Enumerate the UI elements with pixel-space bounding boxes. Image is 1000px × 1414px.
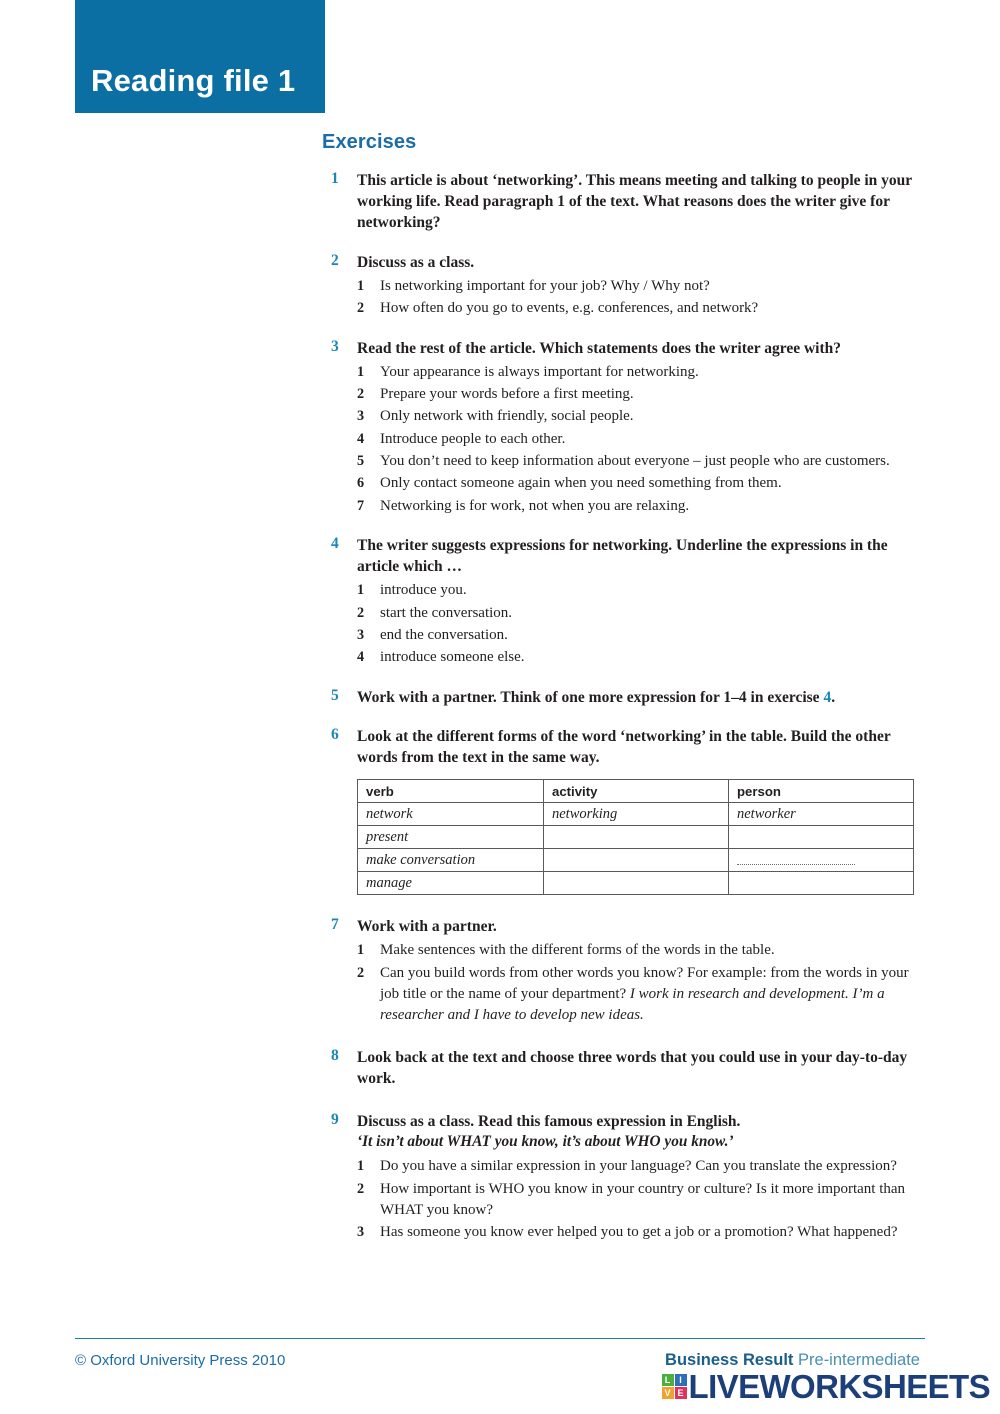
sub-item-number: 2 [357, 964, 365, 981]
exercise-sub-list [357, 580, 927, 668]
list-item [357, 276, 927, 297]
sub-item-text: Do you have a similar expression in your language? Can you translate the expression? [380, 1158, 897, 1175]
sub-item-text: Has someone you know ever helped you to get a job or a promotion? What happened? [380, 1224, 898, 1241]
sub-item-text: Only contact someone again when you need something from them. [380, 475, 782, 492]
exercise-number: 3 [331, 337, 339, 355]
liveworksheets-wordmark: LIVEWORKSHEETS [688, 1368, 990, 1406]
exercise-7 [322, 916, 927, 1026]
list-item [357, 1222, 927, 1243]
table-cell-person-blank[interactable] [729, 826, 914, 849]
table-cell-person-dotted[interactable] [729, 849, 914, 872]
exercise-instruction-part-2: . [831, 688, 836, 706]
footer-branding [570, 1351, 990, 1406]
sub-item-number: 2 [357, 1180, 365, 1197]
sub-item-number: 3 [357, 408, 365, 425]
exercise-sub-list [357, 940, 927, 1026]
exercise-cross-reference: 4 [823, 688, 832, 706]
footer-divider [75, 1338, 925, 1339]
table-cell-activity-blank[interactable] [544, 872, 729, 895]
exercise-number: 8 [331, 1046, 339, 1064]
list-item [357, 1179, 927, 1222]
list-item [357, 647, 927, 668]
sub-item-text: Is networking important for your job? Why / Why not? [380, 277, 710, 294]
exercise-sub-list [357, 362, 927, 517]
list-item [357, 298, 927, 319]
exercise-1 [322, 170, 927, 234]
exercise-number: 9 [331, 1111, 339, 1129]
course-title-line [570, 1352, 990, 1369]
sub-item-number: 5 [357, 452, 365, 469]
sub-item-number: 6 [357, 475, 365, 492]
exercise-6 [322, 726, 927, 895]
exercise-instruction: Discuss as a class. Read this famous expression in English. [357, 1113, 741, 1131]
exercise-9 [322, 1111, 927, 1243]
sub-item-number: 3 [357, 1224, 365, 1241]
list-item [357, 451, 927, 472]
sub-item-number: 1 [357, 942, 365, 959]
sub-item-number: 1 [357, 277, 365, 294]
table-cell-person-blank[interactable] [729, 872, 914, 895]
exercise-3 [322, 338, 927, 517]
exercise-instruction: Discuss as a class. [357, 253, 475, 271]
exercise-sub-list [357, 276, 927, 320]
logo-letter-v: V [662, 1387, 674, 1399]
course-title: Business Result [665, 1351, 794, 1369]
table-cell-person: networker [729, 803, 914, 826]
table-cell-verb: present [358, 826, 544, 849]
sub-item-text: end the conversation. [380, 626, 508, 643]
exercise-number: 4 [331, 534, 339, 552]
sub-item-number: 7 [357, 497, 365, 514]
list-item [357, 362, 927, 383]
list-item [357, 473, 927, 494]
table-header-row [358, 780, 914, 803]
sub-item-text: Only network with friendly, social people. [380, 408, 634, 425]
exercise-instruction: Work with a partner. [357, 918, 497, 936]
reading-file-banner [75, 0, 325, 113]
list-item [357, 603, 927, 624]
sub-item-number: 2 [357, 300, 365, 317]
list-item [357, 429, 927, 450]
list-item [357, 406, 927, 427]
column-header-person: person [729, 780, 914, 803]
exercise-8 [322, 1047, 927, 1089]
table-row [358, 872, 914, 895]
sub-item-number: 2 [357, 386, 365, 403]
sub-item-text: Make sentences with the different forms of the words in the table. [380, 942, 775, 959]
exercise-number: 2 [331, 251, 339, 269]
sub-item-text: How important is WHO you know in your country or culture? Is it more important than WHAT you know? [380, 1180, 906, 1218]
sub-item-text: You don’t need to keep information about everyone – just people who are customers. [380, 452, 890, 469]
exercise-instruction: Look at the different forms of the word ‘networking’ in the table. Build the other words from the text in the same way. [357, 727, 891, 766]
exercise-sub-list [357, 1156, 927, 1243]
sub-item-text: Introduce people to each other. [380, 430, 566, 447]
table-cell-activity-blank[interactable] [544, 849, 729, 872]
exercises-content [322, 131, 927, 1261]
column-header-verb: verb [358, 780, 544, 803]
sub-item-number: 3 [357, 626, 365, 643]
table-cell-verb: make conversation [358, 849, 544, 872]
exercise-instruction: Read the rest of the article. Which statements does the writer agree with? [357, 339, 841, 357]
table-cell-verb: manage [358, 872, 544, 895]
sub-item-text: introduce someone else. [380, 649, 525, 666]
list-item [357, 496, 927, 517]
table-cell-verb: network [358, 803, 544, 826]
sub-item-example: I work in research and development. I’m a researcher and I have to develop new ideas. [380, 986, 885, 1024]
liveworksheets-icon [662, 1374, 687, 1399]
word-building-table [357, 779, 914, 895]
exercise-instruction: The writer suggests expressions for networking. Underline the expressions in the article which … [357, 536, 888, 576]
sub-item-number: 2 [357, 604, 365, 621]
table-row [358, 826, 914, 849]
table-row [358, 803, 914, 826]
exercise-number: 1 [331, 170, 339, 187]
logo-letter-l: L [662, 1374, 674, 1386]
exercise-instruction-part-1: Work with a partner. Think of one more expression for 1–4 in exercise [357, 688, 824, 706]
table-cell-activity-blank[interactable] [544, 826, 729, 849]
table-row [358, 849, 914, 872]
list-item [357, 625, 927, 646]
sub-item-number: 1 [357, 582, 365, 599]
exercise-4 [322, 535, 927, 669]
exercise-quote: ‘It isn’t about WHAT you know, it’s about WHO you know.’ [357, 1133, 734, 1151]
exercise-number: 5 [331, 686, 339, 704]
liveworksheets-logo-row [570, 1368, 990, 1406]
table-cell-activity: networking [544, 803, 729, 826]
exercise-number: 6 [331, 725, 339, 743]
dotted-line [737, 856, 855, 865]
sub-item-text: Networking is for work, not when you are relaxing. [380, 497, 690, 514]
sub-item-text: Prepare your words before a first meeting. [380, 386, 634, 403]
page-title: Reading file 1 [91, 63, 296, 98]
exercise-instruction: Look back at the text and choose three words that you could use in your day-to-day work. [357, 1048, 908, 1087]
sub-item-text: Can you build words from other words you know? For example: from the words in your job title or the name of your department? [380, 964, 909, 1003]
exercise-number: 7 [331, 916, 339, 934]
column-header-activity: activity [544, 780, 729, 803]
list-item [357, 940, 927, 961]
copyright-text: © Oxford University Press 2010 [75, 1352, 286, 1369]
logo-letter-i: I [675, 1374, 687, 1386]
section-heading-exercises: Exercises [322, 131, 417, 153]
course-level: Pre-intermediate [798, 1351, 920, 1369]
exercise-instruction: This article is about ‘networking’. This means meeting and talking to people in your working life. Read paragraph 1 of the text. What reasons does the writer give for networking? [357, 172, 912, 232]
sub-item-number: 1 [357, 1158, 365, 1175]
exercise-5 [322, 687, 927, 708]
word-building-table-wrap [357, 779, 927, 895]
sub-item-number: 4 [357, 649, 365, 666]
sub-item-text: start the conversation. [380, 604, 513, 621]
sub-item-number: 1 [357, 363, 365, 380]
list-item [357, 963, 927, 1027]
sub-item-text: How often do you go to events, e.g. conferences, and network? [380, 300, 759, 317]
list-item [357, 580, 927, 601]
logo-letter-e: E [675, 1387, 687, 1399]
sub-item-text: introduce you. [380, 582, 467, 599]
exercise-2 [322, 252, 927, 320]
exercise-instruction [357, 687, 927, 708]
list-item [357, 384, 927, 405]
list-item [357, 1156, 927, 1177]
sub-item-number: 4 [357, 430, 365, 447]
sub-item-text: Your appearance is always important for networking. [380, 363, 699, 380]
